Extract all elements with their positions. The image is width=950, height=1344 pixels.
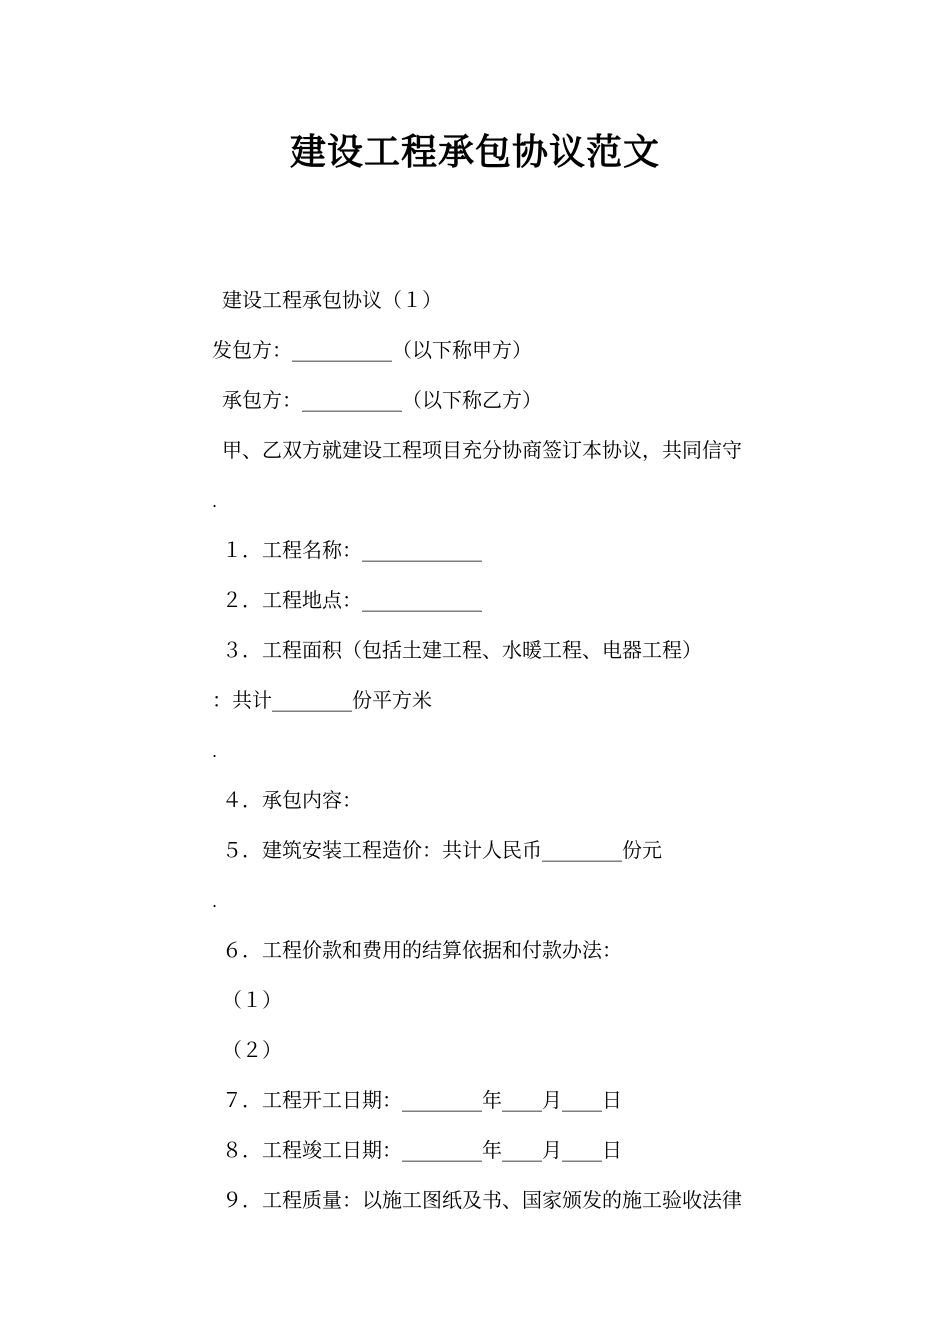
clause-6-item-2: （２） [222, 1038, 282, 1062]
clause-9-quality: ９．工程质量：以施工图纸及书、国家颁发的施工验收法律 [222, 1188, 742, 1212]
clause-6-payment: ６．工程价款和费用的结算依据和付款办法： [222, 938, 622, 962]
clause-1-project-name: １．工程名称：____________ [222, 538, 482, 562]
separator-dot: . [212, 892, 218, 911]
clause-3-continuation: ：共计________份平方米 [212, 688, 432, 712]
clause-6-item-1: （１） [222, 988, 282, 1012]
clause-8-completion-date: ８．工程竣工日期：________年____月____日 [222, 1138, 622, 1162]
clause-5-cost: ５．建筑安装工程造价：共计人民币________份元 [222, 838, 662, 862]
clause-3-project-area: ３．工程面积（包括土建工程、水暖工程、电器工程） [222, 638, 702, 662]
clause-7-start-date: ７．工程开工日期：________年____月____日 [222, 1088, 622, 1112]
separator-dot: . [212, 492, 218, 511]
agreement-heading: 建设工程承包协议（１） [222, 288, 442, 312]
clause-2-project-location: ２．工程地点：____________ [222, 588, 482, 612]
document-title: 建设工程承包协议范文 [289, 132, 660, 173]
separator-dot: . [212, 742, 218, 761]
party-a-line: 发包方：__________（以下称甲方） [212, 338, 532, 362]
clause-4-scope: ４．承包内容： [222, 788, 362, 812]
preamble-line: 甲、乙双方就建设工程项目充分协商签订本协议，共同信守 [222, 438, 742, 462]
party-b-line: 承包方：__________（以下称乙方） [222, 388, 542, 412]
